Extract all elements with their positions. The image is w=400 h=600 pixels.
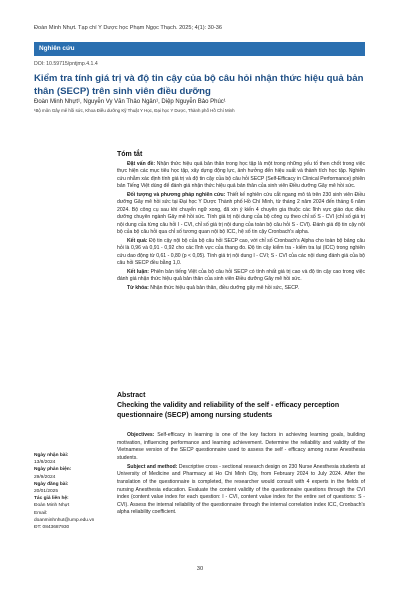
vi-keywords-paragraph bbox=[117, 285, 365, 292]
vi-abstract-body bbox=[117, 161, 365, 294]
page-number: 30 bbox=[196, 566, 204, 572]
en-objectives-paragraph bbox=[117, 432, 365, 462]
article-title: Kiểm tra tính giá trị và độ tin cậy của bộ câu hỏi nhận thức hiệu quả bản thân (SECP) trên sinh viên điều dưỡng bbox=[34, 73, 364, 97]
contact-name: Đoàn Minh Nhựt bbox=[34, 503, 70, 509]
vi-results-label: Kết quả: bbox=[127, 237, 148, 244]
vi-background-paragraph bbox=[117, 161, 365, 191]
phone-number: 0843687930 bbox=[42, 525, 70, 531]
en-method-paragraph bbox=[117, 464, 365, 517]
section-label-bar bbox=[34, 42, 365, 56]
affiliation: ¹Bộ môn Gây mê hồi sức, Khoa Điều dưỡng Kỹ Thuật Y Học, Đại học Y Dược, Thành phố Hồ Chí Minh bbox=[34, 108, 235, 113]
vi-results-paragraph bbox=[117, 238, 365, 268]
approved-date: 20/01/2025 bbox=[34, 489, 59, 495]
running-head: Đoàn Minh Nhựt. Tạp chí Y Dược học Phạm Ngọc Thạch. 2025; 4(1): 30-36 bbox=[34, 25, 222, 31]
phone-label: ĐT: bbox=[34, 525, 42, 531]
en-objectives-text: Self-efficacy in learning is one of the key factors in achieving learning goals, building motivation, influencing performance and learning achievement. Determine the reliability and validity of the Vietnamese version of the SECP questionnaire used to assess the self - efficacy among nurse Anesthesia students. bbox=[117, 432, 365, 461]
approved-label: Ngày đăng bài: bbox=[34, 481, 69, 487]
email-label: Email: bbox=[34, 510, 48, 516]
section-label: Nghiên cứu bbox=[39, 45, 75, 52]
accepted-label: Ngày phản biện: bbox=[34, 467, 72, 473]
article-info-sidebar bbox=[34, 452, 104, 531]
vi-abstract-heading: Tóm tắt bbox=[117, 151, 143, 158]
en-abstract-label: Abstract bbox=[117, 392, 146, 399]
vi-conclusion-paragraph bbox=[117, 269, 365, 284]
email-link[interactable]: doanminhnhut@ump.edu.vn bbox=[34, 517, 95, 523]
en-abstract-body bbox=[117, 432, 365, 518]
authors: Đoàn Minh Nhựt¹, Nguyễn Vy Văn Thảo Ngân¹, Diệp Nguyễn Bảo Phúc¹ bbox=[34, 99, 226, 105]
vi-results-text: Độ tin cậy nội bộ của bộ câu hỏi SECP cao, với chỉ số Cronbach's Alpha cho toàn bộ bảng câu hỏi là 0,96 và 0,91 - 0,92 cho các lĩnh vực của thang đo. Độ tin cậy kiểm tra - kiểm tra lại (ICC) trong nghiên cứu dao động từ 0,61 - 0,80 (p < 0,05). Tính giá trị nội dung I - CVI; S - CVI của các nội dung đánh giá của bộ câu hỏi SECP đều bằng 1,0. bbox=[117, 237, 365, 267]
en-method-text: Descriptive cross - sectional research design on 230 Nurse Anesthesia students at University of Medicine and Pharmacy at Ho Chi Minh City, from February 2024 to July 2024. After the translation of the questionnaire is completed, the researcher would consult with 4 experts in the fields of nursing Anesthesia education. Evaluate the content validity of the questionnaire questions through the CVI index (content value index for each question: I - CVI, content value index for the entire set of questions: S - CVI). Assess the internal reliability of the questionnaire through the internal correlation index ICC, Cronbach's alpha reliability coefficient. bbox=[117, 463, 365, 516]
doi[interactable]: DOI: 10.59715/pntjmp.4.1.4 bbox=[34, 61, 98, 67]
accepted-date: 29/9/2024 bbox=[34, 474, 56, 480]
vi-keywords-label: Từ khóa: bbox=[127, 285, 149, 292]
en-abstract-title: Checking the validity and reliability of the self - efficacy perception questionnaire (SECP) among nursing students bbox=[117, 402, 340, 419]
received-label: Ngày nhận bài: bbox=[34, 453, 69, 458]
en-objectives-label: Objectives: bbox=[127, 432, 155, 438]
vi-methods-text: Thiết kế nghiên cứu cắt ngang mô tả trên 230 sinh viên Điều dưỡng Gây mê hồi sức tại Đại học Y Dược Thành phố Hồ Chí Minh, từ tháng 2 năm 2024 đến tháng 6 năm 2024. Bộ công cụ sau khi chuyển ngữ xong, đã xin ý kiến 4 chuyên gia thuộc các lĩnh vực giáo dục điều dưỡng chuyên ngành Gây mê hồi sức. Tính giá trị nội dung của bộ công cụ theo chỉ số S - CVI (chỉ số giá trị nội dung của từng câu hỏi I - CVI, chỉ số giá trị nội dung của toàn bộ câu hỏi S - CVI). bbox=[117, 192, 365, 228]
en-method-label: Subject and method: bbox=[127, 463, 178, 470]
vi-conclusion-text: Phiên bản tiếng Việt của bộ câu hỏi SECP có tính nhất giá trị cao và độ tin cậy cao trong việc đánh giá nhận thức hiệu quả bản thân của sinh viên Điều dưỡng Gây mê hồi sức. bbox=[117, 268, 366, 283]
vi-methods-paragraph bbox=[117, 192, 365, 236]
vi-background-text: Nhận thức hiệu quả bản thân trong học tập là một trong những yếu tố then chốt trong việc thực hiện các mục tiêu học tập, xây dựng động lực, ảnh hưởng đến hiệu suất và thành tích học tập. Nghiên cứu nhằm xác định tính giá trị và độ tin cậy của bộ câu hỏi SECP (Self-Efficacy in Clinical Performance) phiên bản Tiếng Việt dùng để đánh giá nhận thức hiệu quả bản thân của sinh viên Điều dưỡng Gây mê hồi sức. bbox=[117, 161, 365, 190]
vi-background-label: Đặt vấn đề: bbox=[127, 161, 156, 167]
vi-conclusion-label: Kết luận: bbox=[127, 268, 150, 275]
vi-methods-text-2: Đánh giá độ tin cậy nội bộ của bộ câu hỏi qua chỉ số tương quan nội bộ ICC, hệ số tin cậy Cronbach's alpha. bbox=[117, 221, 365, 236]
received-date: 13/8/2024 bbox=[34, 460, 56, 466]
contact-label: Tác giả liên hệ: bbox=[34, 496, 69, 502]
vi-methods-label: Đối tượng và phương pháp nghiên cứu: bbox=[127, 192, 226, 199]
vi-keywords-text: Nhận thức hiệu quả bản thân, điều dưỡng gây mê hồi sức, SECP. bbox=[150, 285, 300, 292]
